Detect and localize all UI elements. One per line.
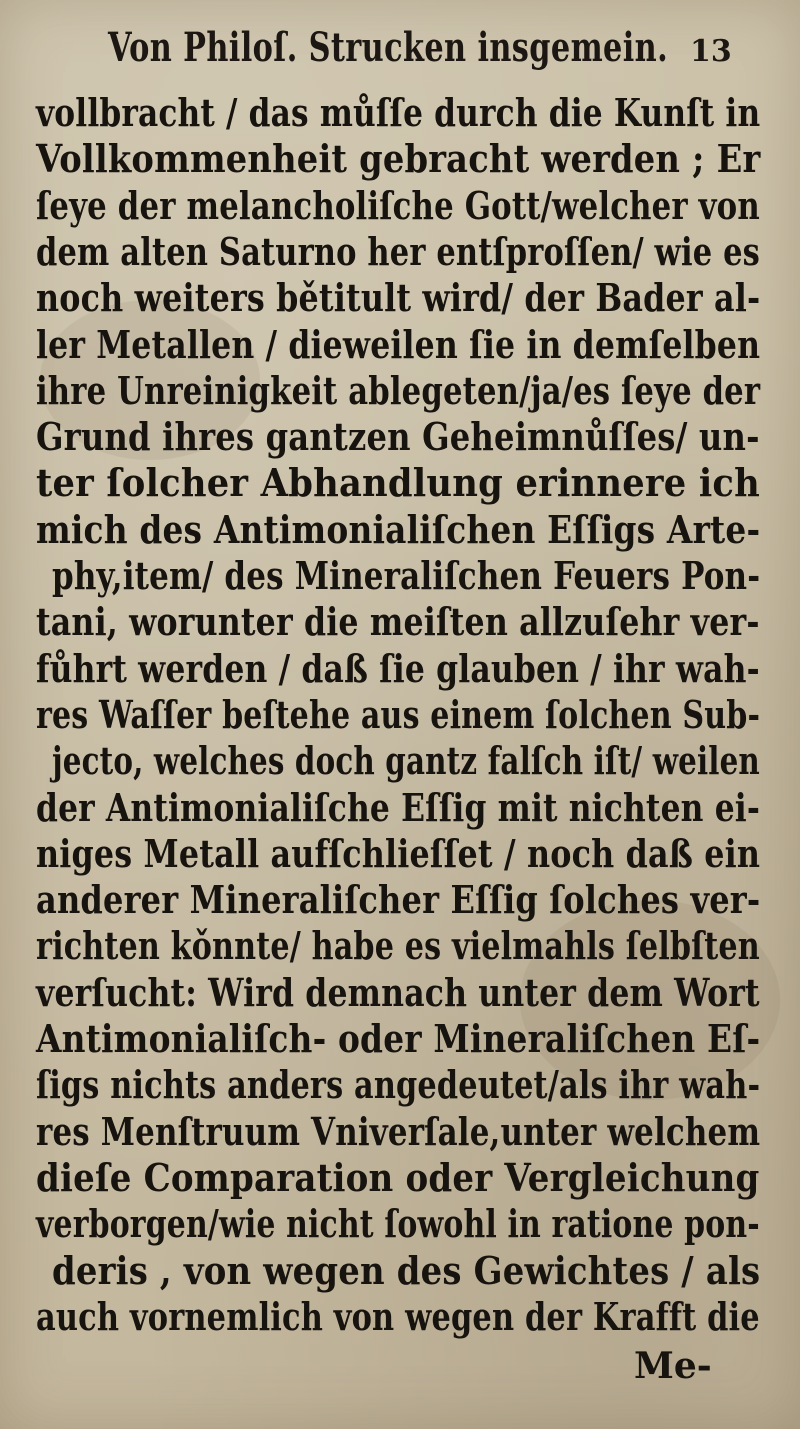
text-line: deris , von wegen des Gewichtes / als xyxy=(52,1247,761,1293)
text-line: der Antimonialiſche Eſſig mit nichten ei- xyxy=(36,784,761,830)
page-header xyxy=(0,18,800,78)
text-line: tani, worunter die meiſten allzuſehr ver- xyxy=(36,599,760,645)
running-head: Von Philoſ. Strucken insgemein. xyxy=(108,24,669,71)
text-line: ſeye der melancholiſche Gott/welcher von xyxy=(36,182,760,228)
text-line: res Menſtruum Vniverſale,unter welchem xyxy=(36,1108,761,1154)
text-line: noch weiters bětitult wird/ der Bader al- xyxy=(36,275,761,321)
text-line: auch vornemlich von wegen der Krafft die xyxy=(36,1293,760,1339)
text-line: Vollkommenheit gebracht werden ; Er xyxy=(36,136,761,182)
text-line: niges Metall aufſchlieſſet / noch daß ein xyxy=(36,830,761,876)
text-line: ihre Unreinigkeit ablegeten/ja/es ſeye der xyxy=(36,367,761,413)
text-line: vollbracht / das můſſe durch die Kunſt in xyxy=(36,90,761,135)
text-line: fůhrt werden / daß ſie glauben / ihr wah- xyxy=(36,645,760,691)
text-line: mich des Antimonialiſchen Eſſigs Arte- xyxy=(36,506,761,552)
text-line: richten kǒnnte/ habe es vielmahls ſelbſten xyxy=(36,923,760,969)
text-line: ter ſolcher Abhandlung erinnere ich xyxy=(36,460,761,506)
page-number: 13 xyxy=(690,34,732,69)
text-line: ler Metallen / dieweilen ſie in demſelben xyxy=(36,321,761,367)
text-line: Grund ihres gantzen Geheimnůſſes/ un- xyxy=(36,414,760,460)
catchword: Me- xyxy=(634,1345,712,1387)
text-line: jecto, welches doch gantz falſch iſt/ weilen xyxy=(52,738,760,784)
text-line: dem alten Saturno her entſproſſen/ wie es xyxy=(36,228,760,274)
text-line: verborgen/wie nicht ſowohl in ratione pon- xyxy=(36,1201,760,1247)
text-line: anderer Mineraliſcher Eſſig ſolches ver- xyxy=(36,877,761,923)
text-line: phy,item/ des Mineraliſchen Feuers Pon- xyxy=(52,553,761,598)
text-line: Antimonialiſch- oder Mineraliſchen Eſ- xyxy=(36,1016,761,1061)
text-line: verſucht: Wird demnach unter dem Wort xyxy=(36,969,760,1015)
text-line: ſigs nichts anders angedeutet/als ihr wah- xyxy=(36,1062,761,1108)
text-line: dieſe Comparation oder Vergleichung xyxy=(36,1154,760,1200)
text-line: res Waſſer beſtehe aus einem ſolchen Sub- xyxy=(36,691,761,737)
